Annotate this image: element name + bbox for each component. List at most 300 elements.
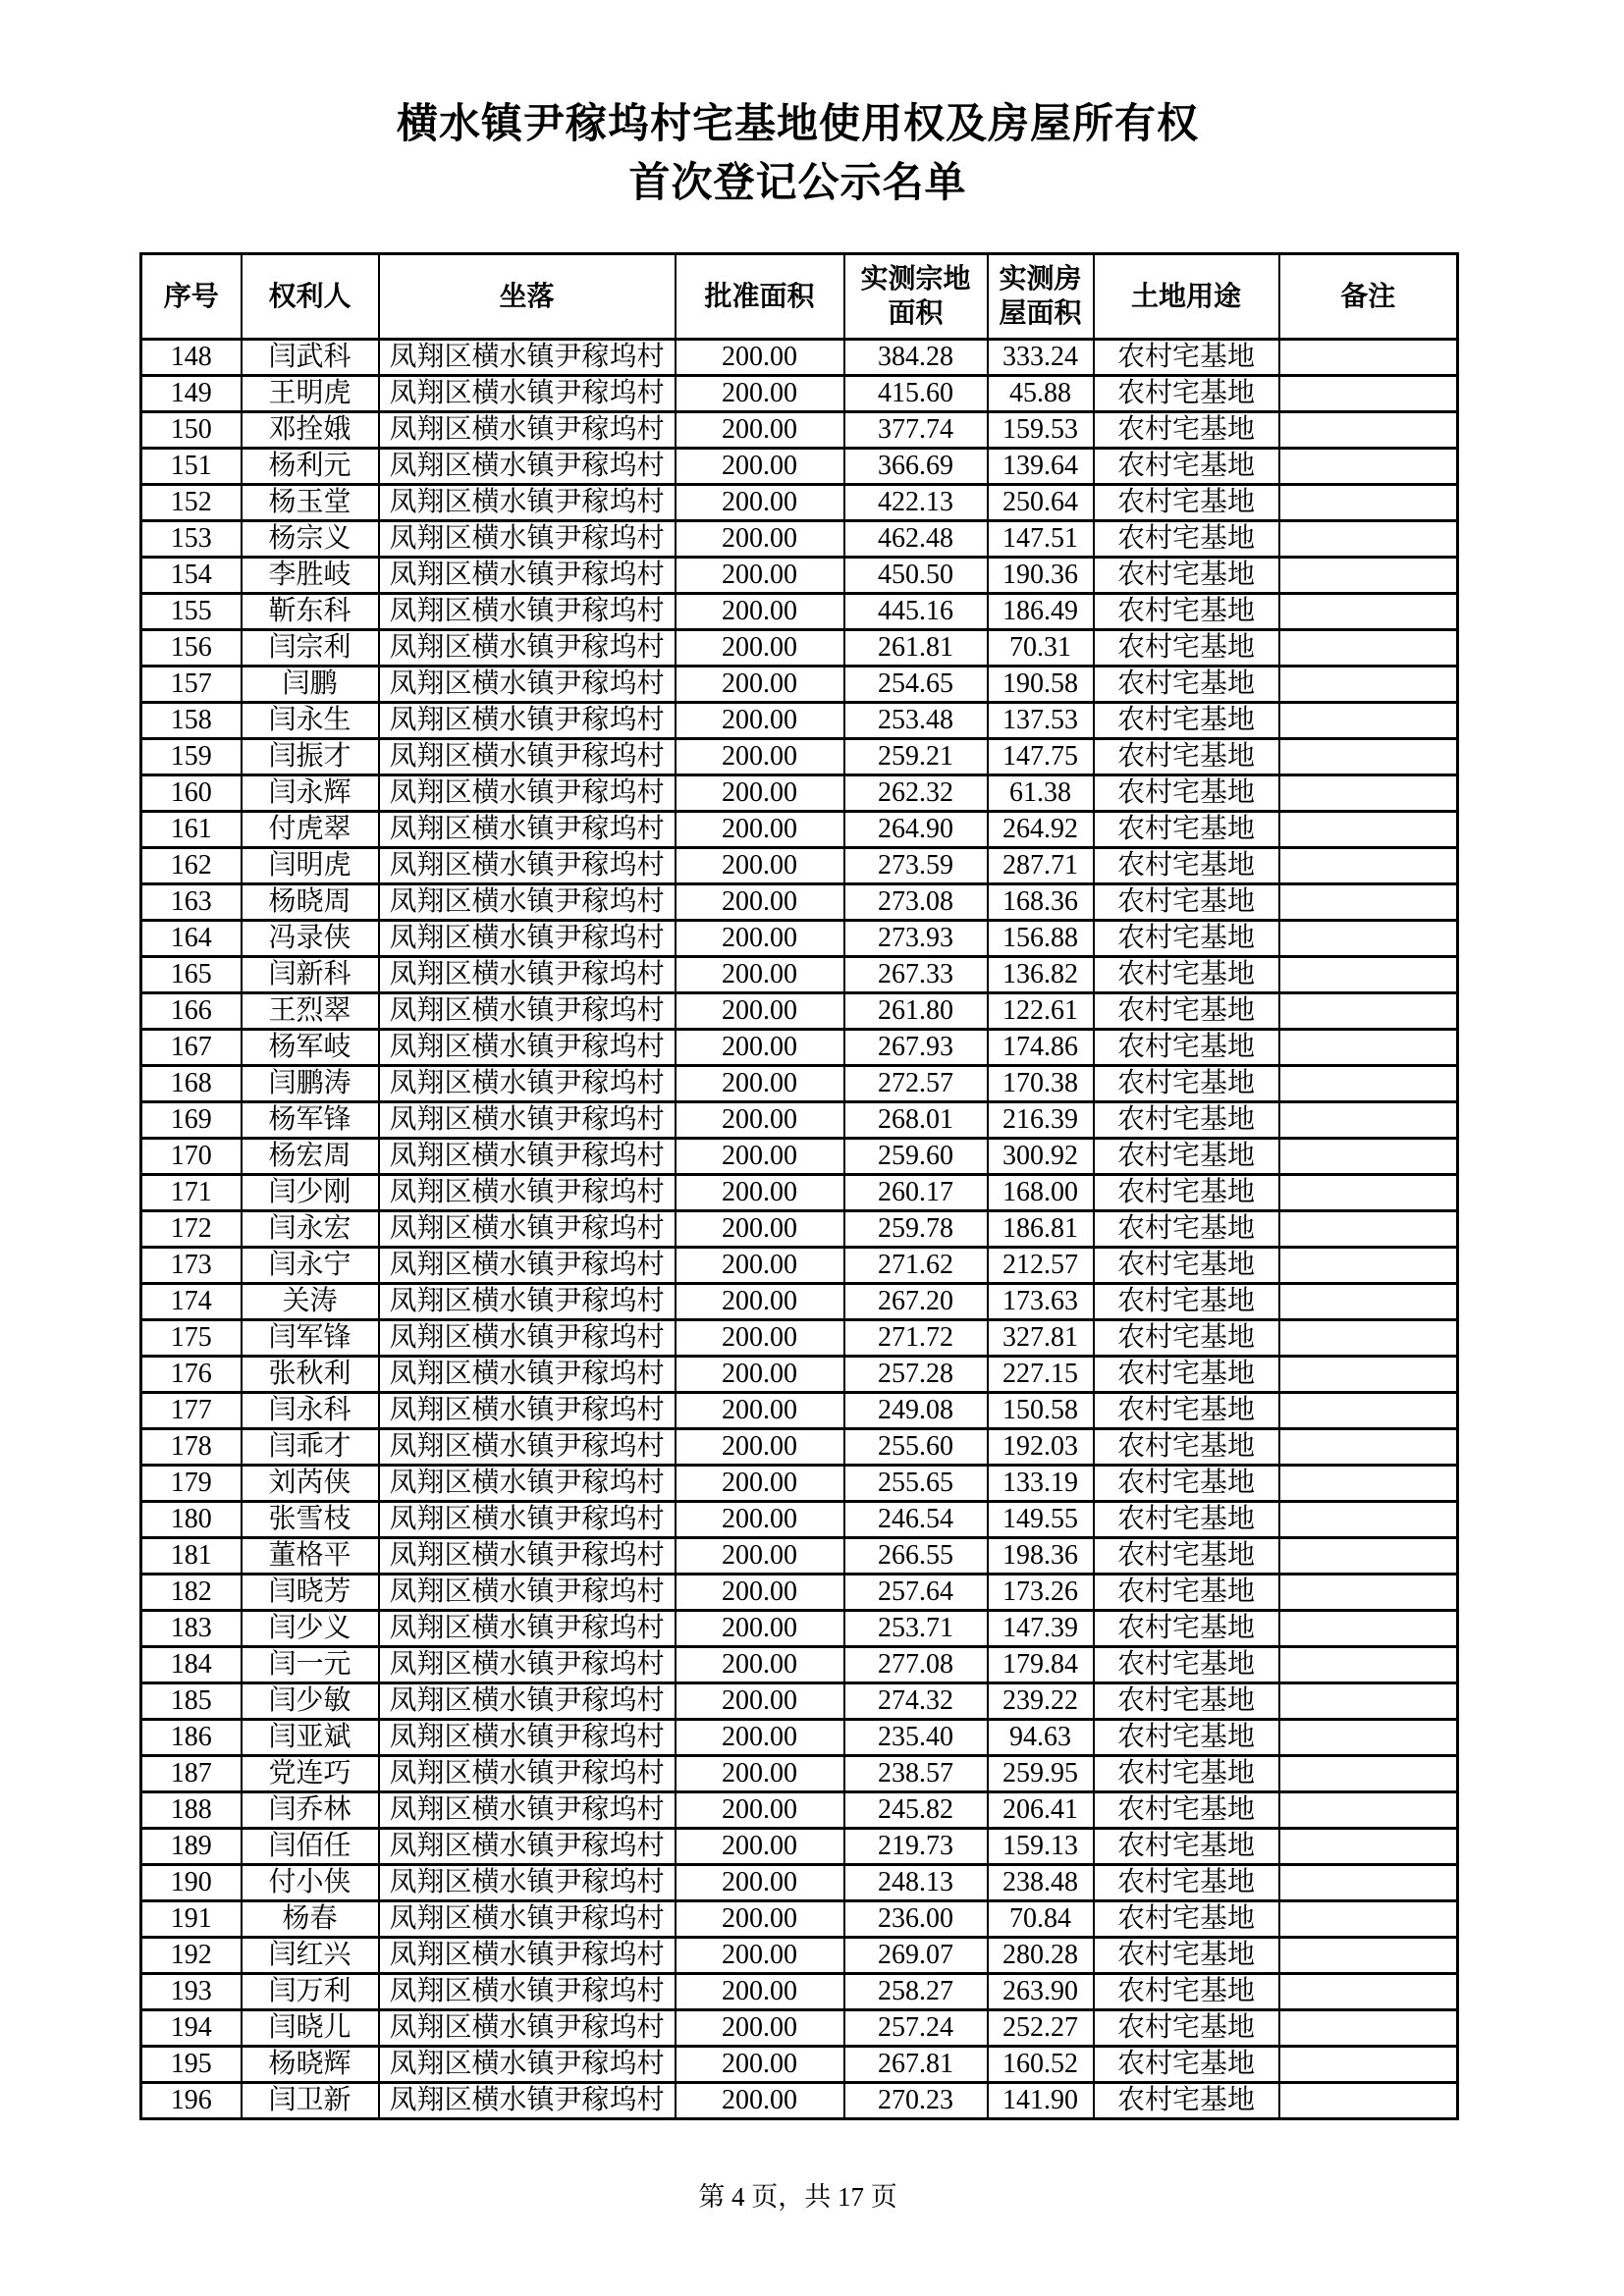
- table-row: [141, 1611, 1458, 1647]
- cell-remark: [1279, 1102, 1458, 1139]
- cell-remark: [1279, 667, 1458, 703]
- cell-owner: 闫宗利: [242, 630, 379, 667]
- cell-approved-area: 200.00: [676, 521, 844, 558]
- cell-remark: [1279, 1720, 1458, 1756]
- cell-remark: [1279, 1901, 1458, 1938]
- cell-parcel-area: 269.07: [844, 1938, 988, 1974]
- cell-approved-area: 200.00: [676, 1102, 844, 1139]
- cell-house-area: 190.58: [988, 667, 1094, 703]
- cell-land-use: 农村宅基地: [1094, 1429, 1279, 1466]
- cell-no: 150: [141, 412, 242, 449]
- cell-remark: [1279, 1284, 1458, 1320]
- cell-location: 凤翔区横水镇尹稼坞村: [379, 957, 676, 993]
- cell-house-area: 192.03: [988, 1429, 1094, 1466]
- cell-land-use: 农村宅基地: [1094, 1538, 1279, 1575]
- cell-parcel-area: 249.08: [844, 1393, 988, 1429]
- cell-remark: [1279, 1429, 1458, 1466]
- cell-owner: 闫永生: [242, 703, 379, 739]
- cell-owner: 王明虎: [242, 376, 379, 412]
- cell-owner: 闫卫新: [242, 2083, 379, 2119]
- cell-owner: 党连巧: [242, 1756, 379, 1792]
- cell-remark: [1279, 449, 1458, 485]
- cell-approved-area: 200.00: [676, 1466, 844, 1502]
- cell-remark: [1279, 412, 1458, 449]
- cell-location: 凤翔区横水镇尹稼坞村: [379, 340, 676, 376]
- table-row: [141, 521, 1458, 558]
- cell-land-use: 农村宅基地: [1094, 1683, 1279, 1720]
- cell-owner: 闫鹏涛: [242, 1066, 379, 1102]
- table-row: [141, 812, 1458, 848]
- cell-house-area: 227.15: [988, 1357, 1094, 1393]
- table-row: [141, 558, 1458, 594]
- cell-remark: [1279, 558, 1458, 594]
- cell-parcel-area: 422.13: [844, 485, 988, 521]
- cell-remark: [1279, 1865, 1458, 1901]
- cell-parcel-area: 366.69: [844, 449, 988, 485]
- cell-no: 183: [141, 1611, 242, 1647]
- cell-land-use: 农村宅基地: [1094, 1829, 1279, 1865]
- cell-remark: [1279, 1974, 1458, 2010]
- cell-land-use: 农村宅基地: [1094, 1211, 1279, 1248]
- cell-remark: [1279, 703, 1458, 739]
- cell-parcel-area: 236.00: [844, 1901, 988, 1938]
- cell-approved-area: 200.00: [676, 1720, 844, 1756]
- cell-land-use: 农村宅基地: [1094, 521, 1279, 558]
- cell-parcel-area: 273.59: [844, 848, 988, 884]
- cell-no: 159: [141, 739, 242, 775]
- cell-land-use: 农村宅基地: [1094, 1901, 1279, 1938]
- table-row: [141, 1647, 1458, 1683]
- cell-parcel-area: 271.72: [844, 1320, 988, 1357]
- cell-location: 凤翔区横水镇尹稼坞村: [379, 1139, 676, 1175]
- table-row: [141, 1466, 1458, 1502]
- cell-location: 凤翔区横水镇尹稼坞村: [379, 1575, 676, 1611]
- table-row: [141, 1393, 1458, 1429]
- cell-location: 凤翔区横水镇尹稼坞村: [379, 1611, 676, 1647]
- cell-location: 凤翔区横水镇尹稼坞村: [379, 630, 676, 667]
- cell-approved-area: 200.00: [676, 667, 844, 703]
- cell-parcel-area: 264.90: [844, 812, 988, 848]
- cell-owner: 闫佰任: [242, 1829, 379, 1865]
- cell-no: 169: [141, 1102, 242, 1139]
- cell-no: 175: [141, 1320, 242, 1357]
- cell-location: 凤翔区横水镇尹稼坞村: [379, 1320, 676, 1357]
- table-row: [141, 2047, 1458, 2083]
- cell-house-area: 147.39: [988, 1611, 1094, 1647]
- cell-parcel-area: 235.40: [844, 1720, 988, 1756]
- cell-owner: 邓拴娥: [242, 412, 379, 449]
- cell-owner: 闫少敏: [242, 1683, 379, 1720]
- table-row: [141, 848, 1458, 884]
- cell-owner: 闫永科: [242, 1393, 379, 1429]
- table-row: [141, 630, 1458, 667]
- cell-land-use: 农村宅基地: [1094, 703, 1279, 739]
- cell-approved-area: 200.00: [676, 739, 844, 775]
- cell-location: 凤翔区横水镇尹稼坞村: [379, 485, 676, 521]
- cell-no: 177: [141, 1393, 242, 1429]
- cell-land-use: 农村宅基地: [1094, 1502, 1279, 1538]
- cell-house-area: 206.41: [988, 1792, 1094, 1829]
- table-row: [141, 1683, 1458, 1720]
- cell-parcel-area: 258.27: [844, 1974, 988, 2010]
- cell-approved-area: 200.00: [676, 1502, 844, 1538]
- cell-parcel-area: 255.60: [844, 1429, 988, 1466]
- cell-land-use: 农村宅基地: [1094, 1756, 1279, 1792]
- cell-parcel-area: 377.74: [844, 412, 988, 449]
- cell-approved-area: 200.00: [676, 412, 844, 449]
- cell-location: 凤翔区横水镇尹稼坞村: [379, 376, 676, 412]
- cell-approved-area: 200.00: [676, 993, 844, 1030]
- cell-approved-area: 200.00: [676, 1211, 844, 1248]
- cell-land-use: 农村宅基地: [1094, 1030, 1279, 1066]
- cell-approved-area: 200.00: [676, 1611, 844, 1647]
- cell-owner: 杨玉堂: [242, 485, 379, 521]
- cell-land-use: 农村宅基地: [1094, 558, 1279, 594]
- cell-location: 凤翔区横水镇尹稼坞村: [379, 558, 676, 594]
- col-header-location: 坐落: [379, 254, 676, 340]
- cell-no: 151: [141, 449, 242, 485]
- cell-land-use: 农村宅基地: [1094, 1102, 1279, 1139]
- cell-location: 凤翔区横水镇尹稼坞村: [379, 921, 676, 957]
- cell-no: 187: [141, 1756, 242, 1792]
- cell-land-use: 农村宅基地: [1094, 1575, 1279, 1611]
- cell-no: 188: [141, 1792, 242, 1829]
- page-title: [139, 94, 1456, 211]
- cell-parcel-area: 245.82: [844, 1792, 988, 1829]
- cell-remark: [1279, 2047, 1458, 2083]
- cell-owner: 闫武科: [242, 340, 379, 376]
- cell-land-use: 农村宅基地: [1094, 1284, 1279, 1320]
- cell-remark: [1279, 1792, 1458, 1829]
- cell-remark: [1279, 594, 1458, 630]
- cell-no: 164: [141, 921, 242, 957]
- cell-location: 凤翔区横水镇尹稼坞村: [379, 2010, 676, 2047]
- cell-no: 184: [141, 1647, 242, 1683]
- cell-approved-area: 200.00: [676, 1139, 844, 1175]
- cell-remark: [1279, 921, 1458, 957]
- cell-location: 凤翔区横水镇尹稼坞村: [379, 1248, 676, 1284]
- cell-location: 凤翔区横水镇尹稼坞村: [379, 1683, 676, 1720]
- cell-land-use: 农村宅基地: [1094, 775, 1279, 812]
- cell-house-area: 239.22: [988, 1683, 1094, 1720]
- cell-land-use: 农村宅基地: [1094, 957, 1279, 993]
- cell-owner: 闫亚斌: [242, 1720, 379, 1756]
- cell-location: 凤翔区横水镇尹稼坞村: [379, 1974, 676, 2010]
- cell-remark: [1279, 1066, 1458, 1102]
- table-row: [141, 1756, 1458, 1792]
- cell-remark: [1279, 485, 1458, 521]
- cell-owner: 闫振才: [242, 739, 379, 775]
- cell-location: 凤翔区横水镇尹稼坞村: [379, 1429, 676, 1466]
- cell-no: 186: [141, 1720, 242, 1756]
- cell-land-use: 农村宅基地: [1094, 1175, 1279, 1211]
- cell-no: 182: [141, 1575, 242, 1611]
- cell-parcel-area: 462.48: [844, 521, 988, 558]
- col-header-approved-area: 批准面积: [676, 254, 844, 340]
- cell-approved-area: 200.00: [676, 1030, 844, 1066]
- cell-parcel-area: 450.50: [844, 558, 988, 594]
- table-row: [141, 703, 1458, 739]
- cell-house-area: 168.00: [988, 1175, 1094, 1211]
- cell-no: 157: [141, 667, 242, 703]
- cell-approved-area: 200.00: [676, 957, 844, 993]
- cell-parcel-area: 260.17: [844, 1175, 988, 1211]
- cell-location: 凤翔区横水镇尹稼坞村: [379, 1030, 676, 1066]
- cell-no: 173: [141, 1248, 242, 1284]
- cell-house-area: 70.31: [988, 630, 1094, 667]
- cell-remark: [1279, 1502, 1458, 1538]
- cell-remark: [1279, 376, 1458, 412]
- cell-house-area: 280.28: [988, 1938, 1094, 1974]
- cell-no: 149: [141, 376, 242, 412]
- cell-land-use: 农村宅基地: [1094, 1974, 1279, 2010]
- cell-approved-area: 200.00: [676, 1248, 844, 1284]
- cell-parcel-area: 272.57: [844, 1066, 988, 1102]
- cell-house-area: 150.58: [988, 1393, 1094, 1429]
- cell-location: 凤翔区横水镇尹稼坞村: [379, 1720, 676, 1756]
- table-row: [141, 1538, 1458, 1575]
- cell-house-area: 147.51: [988, 521, 1094, 558]
- cell-parcel-area: 254.65: [844, 667, 988, 703]
- cell-parcel-area: 384.28: [844, 340, 988, 376]
- cell-land-use: 农村宅基地: [1094, 1792, 1279, 1829]
- cell-location: 凤翔区横水镇尹稼坞村: [379, 739, 676, 775]
- table-row: [141, 739, 1458, 775]
- cell-owner: 闫永辉: [242, 775, 379, 812]
- cell-owner: 杨宏周: [242, 1139, 379, 1175]
- cell-house-area: 174.86: [988, 1030, 1094, 1066]
- cell-remark: [1279, 1575, 1458, 1611]
- cell-approved-area: 200.00: [676, 449, 844, 485]
- cell-house-area: 216.39: [988, 1102, 1094, 1139]
- cell-parcel-area: 273.08: [844, 884, 988, 921]
- cell-remark: [1279, 884, 1458, 921]
- page-footer: 第 4 页，共 17 页: [698, 2182, 897, 2213]
- cell-approved-area: 200.00: [676, 703, 844, 739]
- cell-location: 凤翔区横水镇尹稼坞村: [379, 703, 676, 739]
- cell-house-area: 70.84: [988, 1901, 1094, 1938]
- cell-approved-area: 200.00: [676, 630, 844, 667]
- cell-parcel-area: 257.24: [844, 2010, 988, 2047]
- table-row: [141, 1938, 1458, 1974]
- cell-house-area: 159.53: [988, 412, 1094, 449]
- cell-house-area: 137.53: [988, 703, 1094, 739]
- cell-no: 153: [141, 521, 242, 558]
- table-row: [141, 1030, 1458, 1066]
- cell-location: 凤翔区横水镇尹稼坞村: [379, 1865, 676, 1901]
- cell-land-use: 农村宅基地: [1094, 848, 1279, 884]
- cell-land-use: 农村宅基地: [1094, 449, 1279, 485]
- cell-approved-area: 200.00: [676, 1393, 844, 1429]
- cell-owner: 闫红兴: [242, 1938, 379, 1974]
- page-title-line1: 横水镇尹稼坞村宅基地使用权及房屋所有权: [396, 100, 1199, 146]
- cell-parcel-area: 259.60: [844, 1139, 988, 1175]
- cell-land-use: 农村宅基地: [1094, 884, 1279, 921]
- cell-remark: [1279, 1647, 1458, 1683]
- cell-approved-area: 200.00: [676, 376, 844, 412]
- cell-parcel-area: 261.81: [844, 630, 988, 667]
- cell-owner: 闫一元: [242, 1647, 379, 1683]
- cell-remark: [1279, 848, 1458, 884]
- cell-location: 凤翔区横水镇尹稼坞村: [379, 993, 676, 1030]
- cell-parcel-area: 253.71: [844, 1611, 988, 1647]
- cell-house-area: 141.90: [988, 2083, 1094, 2119]
- cell-parcel-area: 238.57: [844, 1756, 988, 1792]
- cell-no: 194: [141, 2010, 242, 2047]
- table-header-row: [141, 254, 1458, 340]
- col-header-parcel-area: 实测宗地面积: [844, 254, 988, 340]
- cell-owner: 杨春: [242, 1901, 379, 1938]
- table-row: [141, 2083, 1458, 2119]
- cell-remark: [1279, 1175, 1458, 1211]
- cell-house-area: 156.88: [988, 921, 1094, 957]
- cell-remark: [1279, 1139, 1458, 1175]
- cell-owner: 杨军岐: [242, 1030, 379, 1066]
- cell-no: 155: [141, 594, 242, 630]
- cell-no: 170: [141, 1139, 242, 1175]
- cell-remark: [1279, 1756, 1458, 1792]
- cell-house-area: 186.49: [988, 594, 1094, 630]
- cell-owner: 李胜岐: [242, 558, 379, 594]
- cell-approved-area: 200.00: [676, 2083, 844, 2119]
- cell-approved-area: 200.00: [676, 1320, 844, 1357]
- cell-land-use: 农村宅基地: [1094, 812, 1279, 848]
- cell-no: 148: [141, 340, 242, 376]
- cell-owner: 闫明虎: [242, 848, 379, 884]
- table-row: [141, 884, 1458, 921]
- cell-owner: 冯录侠: [242, 921, 379, 957]
- table-row: [141, 993, 1458, 1030]
- cell-land-use: 农村宅基地: [1094, 1938, 1279, 1974]
- cell-house-area: 287.71: [988, 848, 1094, 884]
- cell-location: 凤翔区横水镇尹稼坞村: [379, 1647, 676, 1683]
- cell-owner: 闫永宁: [242, 1248, 379, 1284]
- cell-parcel-area: 445.16: [844, 594, 988, 630]
- table-row: [141, 1792, 1458, 1829]
- cell-house-area: 149.55: [988, 1502, 1094, 1538]
- cell-no: 180: [141, 1502, 242, 1538]
- cell-parcel-area: 259.21: [844, 739, 988, 775]
- cell-parcel-area: 273.93: [844, 921, 988, 957]
- table-row: [141, 340, 1458, 376]
- cell-location: 凤翔区横水镇尹稼坞村: [379, 1538, 676, 1575]
- cell-house-area: 147.75: [988, 739, 1094, 775]
- cell-parcel-area: 266.55: [844, 1538, 988, 1575]
- cell-no: 174: [141, 1284, 242, 1320]
- cell-no: 181: [141, 1538, 242, 1575]
- cell-approved-area: 200.00: [676, 2010, 844, 2047]
- cell-parcel-area: 274.32: [844, 1683, 988, 1720]
- cell-land-use: 农村宅基地: [1094, 485, 1279, 521]
- cell-location: 凤翔区横水镇尹稼坞村: [379, 1175, 676, 1211]
- cell-house-area: 133.19: [988, 1466, 1094, 1502]
- cell-location: 凤翔区横水镇尹稼坞村: [379, 1502, 676, 1538]
- table-row: [141, 1429, 1458, 1466]
- cell-house-area: 173.26: [988, 1575, 1094, 1611]
- cell-approved-area: 200.00: [676, 1901, 844, 1938]
- cell-approved-area: 200.00: [676, 1756, 844, 1792]
- cell-land-use: 农村宅基地: [1094, 1320, 1279, 1357]
- table-row: [141, 449, 1458, 485]
- cell-approved-area: 200.00: [676, 1429, 844, 1466]
- cell-house-area: 190.36: [988, 558, 1094, 594]
- cell-land-use: 农村宅基地: [1094, 1066, 1279, 1102]
- cell-house-area: 238.48: [988, 1865, 1094, 1901]
- cell-location: 凤翔区横水镇尹稼坞村: [379, 812, 676, 848]
- cell-no: 166: [141, 993, 242, 1030]
- table-row: [141, 376, 1458, 412]
- cell-remark: [1279, 1030, 1458, 1066]
- cell-house-area: 259.95: [988, 1756, 1094, 1792]
- cell-house-area: 94.63: [988, 1720, 1094, 1756]
- cell-location: 凤翔区横水镇尹稼坞村: [379, 1357, 676, 1393]
- cell-parcel-area: 267.81: [844, 2047, 988, 2083]
- cell-owner: 闫乖才: [242, 1429, 379, 1466]
- cell-house-area: 136.82: [988, 957, 1094, 993]
- cell-parcel-area: 415.60: [844, 376, 988, 412]
- cell-approved-area: 200.00: [676, 812, 844, 848]
- cell-remark: [1279, 1357, 1458, 1393]
- cell-house-area: 198.36: [988, 1538, 1094, 1575]
- cell-land-use: 农村宅基地: [1094, 340, 1279, 376]
- cell-approved-area: 200.00: [676, 1792, 844, 1829]
- cell-owner: 付虎翠: [242, 812, 379, 848]
- cell-approved-area: 200.00: [676, 594, 844, 630]
- cell-remark: [1279, 2010, 1458, 2047]
- cell-parcel-area: 270.23: [844, 2083, 988, 2119]
- cell-location: 凤翔区横水镇尹稼坞村: [379, 1829, 676, 1865]
- cell-house-area: 139.64: [988, 449, 1094, 485]
- col-header-owner: 权利人: [242, 254, 379, 340]
- registry-table: [139, 252, 1459, 2120]
- table-row: [141, 1066, 1458, 1102]
- table-row: [141, 921, 1458, 957]
- cell-owner: 闫万利: [242, 1974, 379, 2010]
- table-body: [141, 340, 1458, 2119]
- col-header-land-use: 土地用途: [1094, 254, 1279, 340]
- cell-remark: [1279, 1248, 1458, 1284]
- cell-approved-area: 200.00: [676, 775, 844, 812]
- table-row: [141, 1357, 1458, 1393]
- cell-owner: 付小侠: [242, 1865, 379, 1901]
- cell-house-area: 170.38: [988, 1066, 1094, 1102]
- cell-approved-area: 200.00: [676, 1829, 844, 1865]
- cell-location: 凤翔区横水镇尹稼坞村: [379, 1284, 676, 1320]
- cell-owner: 闫永宏: [242, 1211, 379, 1248]
- cell-land-use: 农村宅基地: [1094, 412, 1279, 449]
- cell-approved-area: 200.00: [676, 1974, 844, 2010]
- cell-house-area: 45.88: [988, 376, 1094, 412]
- cell-location: 凤翔区横水镇尹稼坞村: [379, 848, 676, 884]
- cell-owner: 杨利元: [242, 449, 379, 485]
- cell-parcel-area: 246.54: [844, 1502, 988, 1538]
- cell-remark: [1279, 1393, 1458, 1429]
- cell-owner: 闫少义: [242, 1611, 379, 1647]
- cell-no: 156: [141, 630, 242, 667]
- cell-house-area: 168.36: [988, 884, 1094, 921]
- cell-land-use: 农村宅基地: [1094, 630, 1279, 667]
- cell-remark: [1279, 1611, 1458, 1647]
- cell-land-use: 农村宅基地: [1094, 376, 1279, 412]
- cell-location: 凤翔区横水镇尹稼坞村: [379, 775, 676, 812]
- cell-no: 171: [141, 1175, 242, 1211]
- cell-no: 191: [141, 1901, 242, 1938]
- cell-land-use: 农村宅基地: [1094, 2010, 1279, 2047]
- cell-house-area: 264.92: [988, 812, 1094, 848]
- cell-land-use: 农村宅基地: [1094, 1720, 1279, 1756]
- cell-approved-area: 200.00: [676, 1066, 844, 1102]
- cell-parcel-area: 267.93: [844, 1030, 988, 1066]
